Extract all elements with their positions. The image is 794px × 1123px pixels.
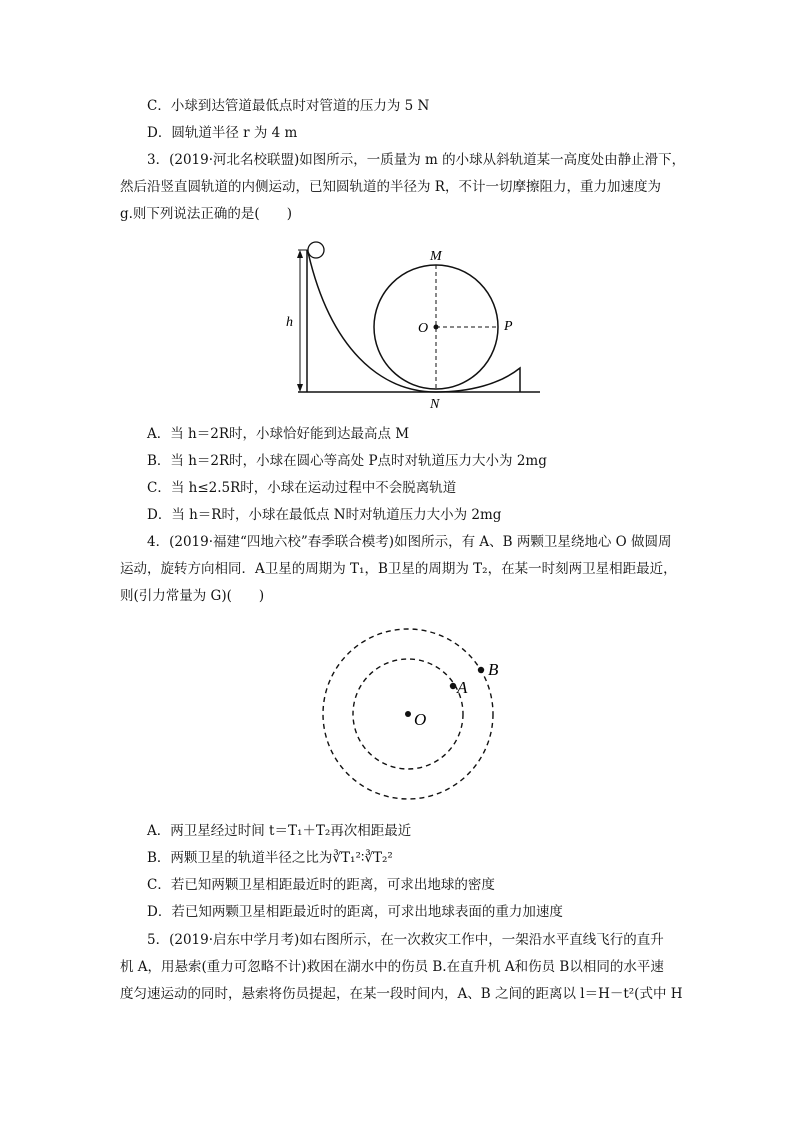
- q3-loop-track-figure: [270, 238, 560, 408]
- q3-stem-line3: g.则下列说法正确的是( ): [120, 206, 292, 222]
- q4-option-a: A．两卫星经过时间 t＝T₁＋T₂再次相距最近: [147, 823, 412, 839]
- q4-option-b: B．两颗卫星的轨道半径之比为∛T₁²∶∛T₂²: [147, 850, 393, 866]
- q4-stem-line2: 运动，旋转方向相同．A卫星的周期为 T₁，B卫星的周期为 T₂，在某一时刻两卫星相距最近，: [120, 561, 677, 577]
- label-O: O: [414, 710, 427, 729]
- q3-stem-line1: 3．(2019·河北名校联盟)如图所示，一质量为 m 的小球从斜轨道某一高度处由静止滑下，: [147, 152, 686, 168]
- earth-center-dot: [405, 711, 411, 717]
- q5-stem-line2: 机 A，用悬索(重力可忽略不计)救困在湖水中的伤员 B.在直升机 A和伤员 B以相同的水平速: [120, 959, 664, 975]
- q3-option-b: B．当 h＝2R时，小球在圆心等高处 P点时对轨道压力大小为 2mg: [147, 453, 547, 469]
- q4-stem-line1: 4．(2019·福建“四地六校”春季联合模考)如图所示，有 A、B 两颗卫星绕地心 O 做圆周: [147, 534, 672, 550]
- q3-option-c: C．当 h≤2.5R时，小球在运动过程中不会脱离轨道: [147, 480, 457, 496]
- label-M: M: [430, 249, 442, 264]
- q3-stem-line2: 然后沿竖直圆轨道的内侧运动，已知圆轨道的半径为 R，不计一切摩擦阻力，重力加速度为: [120, 179, 661, 195]
- label-h: h: [286, 315, 293, 330]
- label-P: P: [504, 319, 513, 334]
- q5-stem-line3: 度匀速运动的同时，悬索将伤员提起，在某一段时间内，A、B 之间的距离以 l＝H－t²(式中 H: [120, 986, 683, 1002]
- satellite-B: [478, 667, 484, 673]
- label-N: N: [430, 397, 440, 408]
- q5-stem-line1: 5．(2019·启东中学月考)如右图所示，在一次救灾工作中，一架沿水平直线飞行的直升: [147, 932, 664, 948]
- q3-option-d: D．当 h＝R时，小球在最低点 N时对轨道压力大小为 2mg: [147, 507, 502, 523]
- q4-stem-line3: 则(引力常量为 G)( ): [120, 588, 265, 604]
- label-O: O: [418, 321, 429, 336]
- center-dot: [434, 325, 439, 330]
- q4-orbit-figure: [310, 620, 520, 810]
- satellite-A: [450, 683, 456, 689]
- q4-option-d: D．若已知两颗卫星相距最近时的距离，可求出地球表面的重力加速度: [147, 904, 563, 920]
- label-A: A: [457, 678, 468, 697]
- prev-option-d: D．圆轨道半径 r 为 4 m: [147, 125, 298, 141]
- q3-option-a: A．当 h＝2R时，小球恰好能到达最高点 M: [147, 426, 410, 442]
- ball: [308, 242, 324, 258]
- height-arrow-head-top: [297, 250, 303, 258]
- q4-option-c: C．若已知两颗卫星相距最近时的距离，可求出地球的密度: [147, 877, 495, 893]
- prev-option-c: C．小球到达管道最低点时对管道的压力为 5 N: [147, 98, 430, 114]
- height-arrow-head-bottom: [297, 384, 303, 392]
- label-B: B: [488, 660, 499, 679]
- incline-track: [308, 252, 436, 392]
